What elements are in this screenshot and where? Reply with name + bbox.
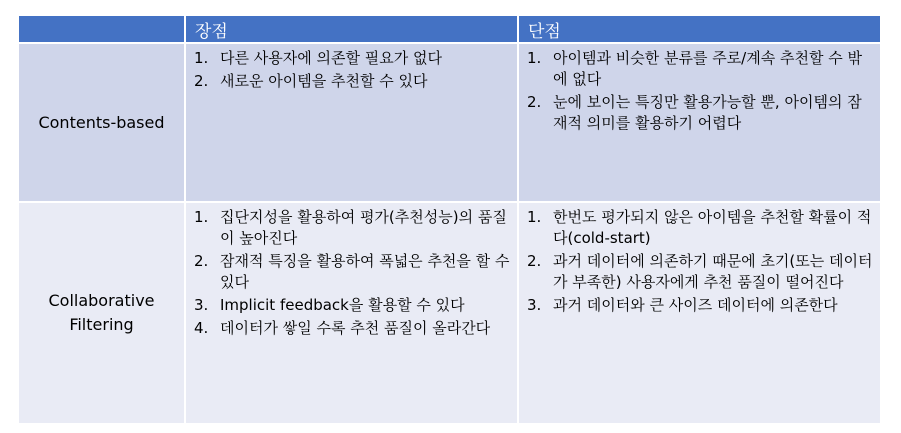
list-item	[527, 207, 874, 249]
item-number: 4.	[194, 319, 209, 337]
header-corner-cell	[18, 15, 185, 43]
item-number: 3.	[194, 296, 209, 314]
row-label-line: Collaborative	[48, 291, 155, 310]
list-item	[194, 48, 511, 69]
item-text: 새로운 아이템을 추천할 수 있다	[220, 72, 428, 90]
row-label-contents-based	[18, 43, 185, 202]
list-item	[527, 48, 874, 90]
table-row-collaborative-filtering	[18, 202, 881, 424]
list-item	[194, 71, 511, 92]
cons-list	[519, 203, 880, 316]
cons-cell-collaborative-filtering	[518, 202, 881, 424]
item-number: 3.	[527, 296, 542, 314]
item-text: Implicit feedback을 활용할 수 있다	[220, 296, 465, 314]
list-item	[194, 318, 511, 339]
item-number: 1.	[194, 49, 209, 67]
pros-cell-collaborative-filtering	[185, 202, 518, 424]
pros-list	[186, 44, 517, 92]
item-number: 1.	[527, 49, 542, 67]
list-item	[527, 251, 874, 293]
item-text: 다른 사용자에 의존할 필요가 없다	[220, 49, 442, 67]
item-text: 눈에 보이는 특징만 활용가능할 뿐, 아이템의 잠재적 의미를 활용하기 어렵다	[553, 93, 862, 132]
item-text: 잠재적 특징을 활용하여 폭넓은 추천을 할 수 있다	[220, 252, 510, 291]
item-text: 한번도 평가되지 않은 아이템을 추천할 확률이 적다(cold-start)	[553, 208, 872, 247]
list-item	[194, 251, 511, 293]
list-item	[527, 295, 874, 316]
table-row-contents-based	[18, 43, 881, 202]
row-label-line: Filtering	[69, 315, 134, 334]
pros-cell-contents-based	[185, 43, 518, 202]
list-item	[194, 207, 511, 249]
item-text: 아이템과 비슷한 분류를 주로/계속 추천할 수 밖에 없다	[553, 49, 862, 88]
list-item	[527, 92, 874, 134]
cons-list	[519, 44, 880, 134]
header-cons: 단점	[518, 15, 881, 43]
comparison-table	[17, 14, 882, 425]
cons-cell-contents-based	[518, 43, 881, 202]
item-number: 2.	[527, 252, 542, 270]
item-number: 1.	[527, 208, 542, 226]
row-label-text: Contents-based	[38, 112, 165, 132]
pros-list	[186, 203, 517, 339]
item-number: 2.	[527, 93, 542, 111]
item-number: 2.	[194, 72, 209, 90]
list-item	[194, 295, 511, 316]
item-text: 과거 데이터에 의존하기 때문에 초기(또는 데이터가 부족한) 사용자에게 추천 품질이 떨어진다	[553, 252, 873, 291]
item-text: 과거 데이터와 큰 사이즈 데이터에 의존한다	[553, 296, 838, 314]
header-row	[18, 15, 881, 43]
header-pros: 장점	[185, 15, 518, 43]
row-label-collaborative-filtering	[18, 202, 185, 424]
item-number: 2.	[194, 252, 209, 270]
item-number: 1.	[194, 208, 209, 226]
item-text: 데이터가 쌓일 수록 추천 품질이 올라간다	[220, 319, 491, 337]
item-text: 집단지성을 활용하여 평가(추천성능)의 품질이 높아진다	[220, 208, 507, 247]
